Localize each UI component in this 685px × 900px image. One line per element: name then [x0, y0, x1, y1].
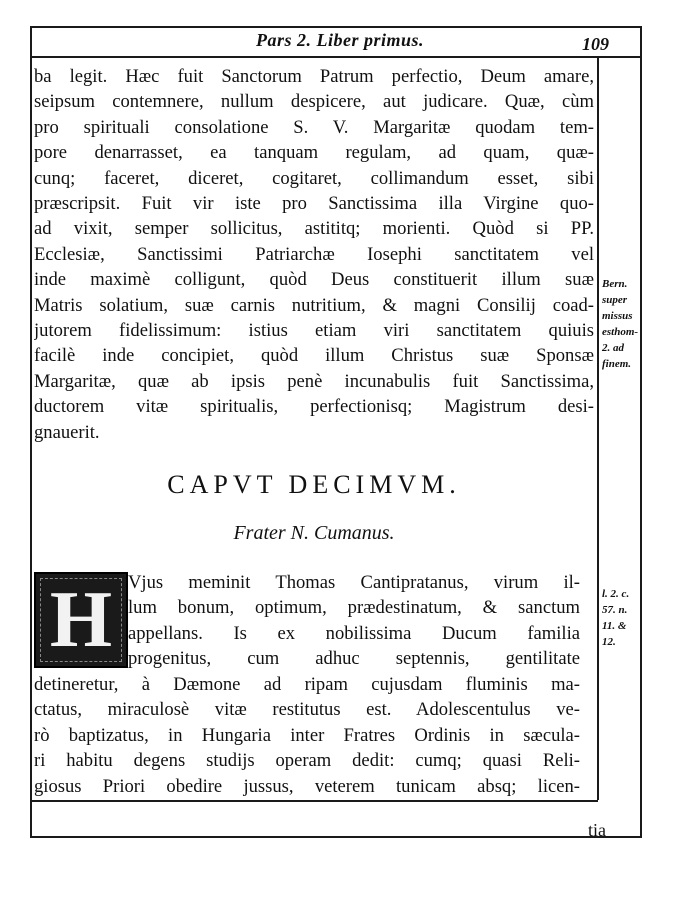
- header-underline-rule: [30, 56, 642, 58]
- ornamental-dropcap: [34, 572, 128, 668]
- text-line: pro spirituali consolatione S. V. Margaritæ quodam tem-: [34, 116, 594, 138]
- second-paragraph-indented: [128, 570, 580, 672]
- top-outer-rule: [30, 26, 642, 28]
- text-line: pore denarrasset, ea tanquam regulam, ad quam, quæ-: [34, 142, 594, 164]
- right-frame-rule: [640, 26, 642, 838]
- margin-note-line: 12.: [602, 636, 616, 648]
- left-frame-rule: [30, 26, 32, 838]
- margin-note-reference: [602, 586, 662, 650]
- margin-note-line: 2. ad: [602, 342, 624, 354]
- margin-note-line: super: [602, 294, 628, 306]
- chapter-title: CAPVT DECIMVM.: [167, 470, 461, 499]
- text-line: Matris solatium, suæ carnis nutritium, & magni Consilij coad-: [34, 294, 594, 316]
- catchword: tia: [588, 820, 606, 840]
- text-line: Margaritæ, quæ ab ipsis penè incunabulis fuit Sanctissima,: [34, 370, 594, 392]
- top-paragraph: [34, 64, 594, 445]
- chapter-subtitle: Frater N. Cumanus.: [233, 522, 395, 544]
- margin-note-bernard: [602, 276, 662, 372]
- running-header-title: Pars 2. Liber primus.: [255, 30, 425, 50]
- text-line: rò baptizatus, in Hungaria inter Fratres Ordinis in sæcula-: [34, 724, 580, 746]
- dropcap-letter: H: [49, 576, 113, 664]
- text-line: cunq; faceret, diceret, cogitaret, collimandum esset, sibi: [34, 167, 594, 189]
- margin-note-line: Bern.: [602, 278, 628, 290]
- margin-note-line: esthom-: [602, 326, 639, 338]
- text-line: ba legit. Hæc fuit Sanctorum Patrum perfectio, Deum amare,: [34, 66, 594, 87]
- margin-note-line: l. 2. c.: [602, 588, 630, 600]
- margin-note-line: 57. n.: [602, 604, 628, 616]
- second-paragraph-full: [34, 672, 580, 799]
- page-number: 109: [582, 34, 609, 54]
- text-line: lum bonum, optimum, prædestinatum, & sanctum: [128, 597, 580, 619]
- text-line: facilè inde concipiet, quòd illum Christus suæ Sponsæ: [34, 345, 594, 367]
- text-line: Vjus meminit Thomas Cantipratanus, virum il-: [128, 572, 580, 593]
- margin-note-line: missus: [602, 310, 633, 322]
- margin-note-line: finem.: [602, 358, 632, 370]
- text-line: gnauerit.: [34, 421, 100, 443]
- text-line: jutorem fidelissimum: istius etiam viri sanctitatem quiuis: [34, 320, 594, 342]
- text-line: præscripsit. Fuit vir iste pro Sanctissima illa Virgine quo-: [34, 193, 594, 215]
- text-line: giosus Priori obedire jussus, veterem tunicam absq; licen-: [34, 775, 580, 797]
- text-line: ad vixit, semper sollicitus, astititq; morienti. Quòd si PP.: [34, 218, 594, 240]
- text-line: appellans. Is ex nobilissima Ducum familia: [128, 622, 580, 644]
- footer-rule: [30, 800, 598, 802]
- text-line: ri habitu degens studijs operam dedit: cumq; quasi Reli-: [34, 750, 580, 772]
- text-line: detineretur, à Dæmone ad ripam cujusdam fluminis ma-: [34, 674, 580, 695]
- text-line: ductorem vitæ spiritualis, perfectionisq; Magistrum desi-: [34, 396, 594, 418]
- text-line: inde maximè colligunt, quòd Deus constituerit illum suæ: [34, 269, 594, 291]
- bottom-outer-rule: [30, 836, 642, 838]
- text-line: Ecclesiæ, Sanctissimi Patriarchæ Iosephi sanctitatem vel: [34, 243, 594, 265]
- text-line: ctatus, miraculosè vitæ restitutus est. Adolescentulus ve-: [34, 699, 580, 721]
- text-line: progenitus, cum adhuc septennis, gentilitate: [128, 648, 580, 670]
- margin-note-line: 11. &: [602, 620, 627, 632]
- text-line: seipsum contemnere, nullum despicere, aut judicare. Quæ, cùm: [34, 91, 594, 113]
- margin-column-rule: [597, 58, 599, 800]
